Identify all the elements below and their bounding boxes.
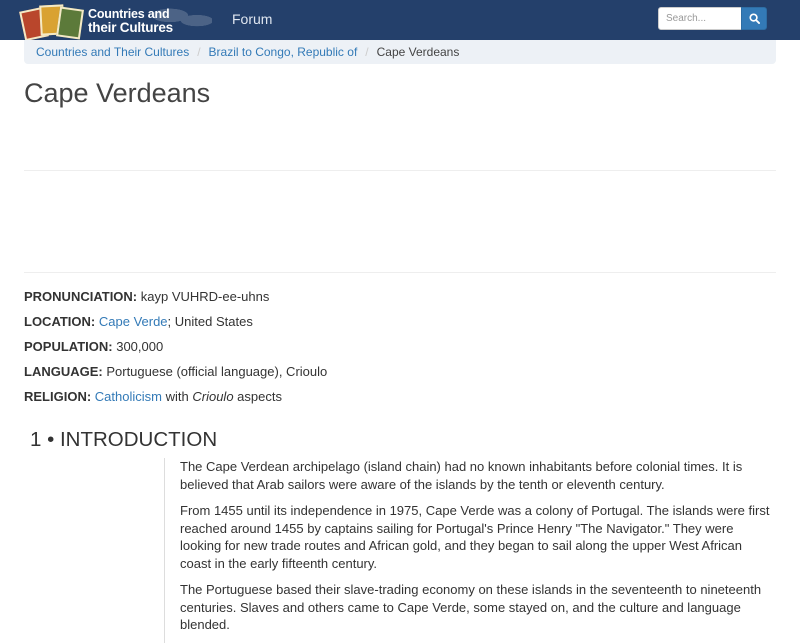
- fact-value-italic: Crioulo: [192, 389, 234, 404]
- fact-value: Portuguese (official language), Crioulo: [106, 364, 328, 379]
- search-form: [658, 7, 768, 30]
- divider: [24, 272, 776, 273]
- fact-label: LOCATION:: [24, 314, 96, 329]
- breadcrumb-current: Cape Verdeans: [376, 45, 460, 59]
- breadcrumb: [24, 40, 776, 64]
- fact-label: RELIGION:: [24, 389, 92, 404]
- divider: [24, 170, 776, 171]
- logo-line2: their Cultures: [88, 20, 173, 35]
- fact-location: [24, 313, 764, 338]
- fact-religion: [24, 388, 764, 413]
- section-heading-introduction: 1 • INTRODUCTION: [30, 428, 218, 451]
- search-button[interactable]: [741, 7, 767, 30]
- location-link[interactable]: Cape Verde: [98, 314, 168, 329]
- top-navbar: [0, 0, 800, 40]
- religion-link[interactable]: Catholicism: [94, 389, 162, 404]
- search-icon: [749, 13, 760, 24]
- site-logo[interactable]: [22, 3, 222, 39]
- breadcrumb-link-countries[interactable]: Countries and Their Cultures: [36, 45, 190, 59]
- fact-label: POPULATION:: [24, 339, 113, 354]
- logo-image-tiles: [22, 5, 86, 41]
- paragraph: The Cape Verdean archipelago (island chain) had no known inhabitants before colonial times. It is believed that Arab sailors were aware of the islands by the tenth or eleventh century.: [180, 459, 743, 492]
- fact-value: ; United States: [167, 314, 253, 329]
- paragraph: The Portuguese based their slave-trading economy on these islands in the seventeenth to nineteenth centuries. Slaves and others came to Cape Verde, some stayed on, and the culture and language blended.: [180, 582, 762, 632]
- article-body: [164, 458, 776, 643]
- fact-label: LANGUAGE:: [24, 364, 103, 379]
- fact-pronunciation: [24, 288, 764, 313]
- fact-value: aspects: [237, 389, 282, 404]
- paragraph: From 1455 until its independence in 1975, Cape Verde was a colony of Portugal. The islands were first reached around 1455 by captains sailing for Portugal's Prince Henry "The Navigator." They were looking for new trade routes and African gold, and they began to sail along the upper West African coast in the early fifteenth century.: [180, 503, 770, 571]
- fact-value: kayp VUHRD-ee-uhns: [140, 289, 270, 304]
- breadcrumb-link-brazil-congo[interactable]: Brazil to Congo, Republic of: [208, 45, 358, 59]
- nav-link-forum[interactable]: Forum: [232, 11, 273, 27]
- fact-label: PRONUNCIATION:: [24, 289, 138, 304]
- facts-list: [24, 288, 764, 413]
- fact-value-with: with: [165, 389, 189, 404]
- page-title: Cape Verdeans: [24, 78, 211, 108]
- fact-population: [24, 338, 764, 363]
- search-input[interactable]: [658, 7, 742, 30]
- breadcrumb-separator: /: [197, 45, 201, 59]
- fact-language: [24, 363, 764, 388]
- breadcrumb-separator: /: [365, 45, 369, 59]
- logo-text: [88, 8, 173, 34]
- fact-value: 300,000: [116, 339, 164, 354]
- logo-line1: Countries and: [88, 7, 170, 21]
